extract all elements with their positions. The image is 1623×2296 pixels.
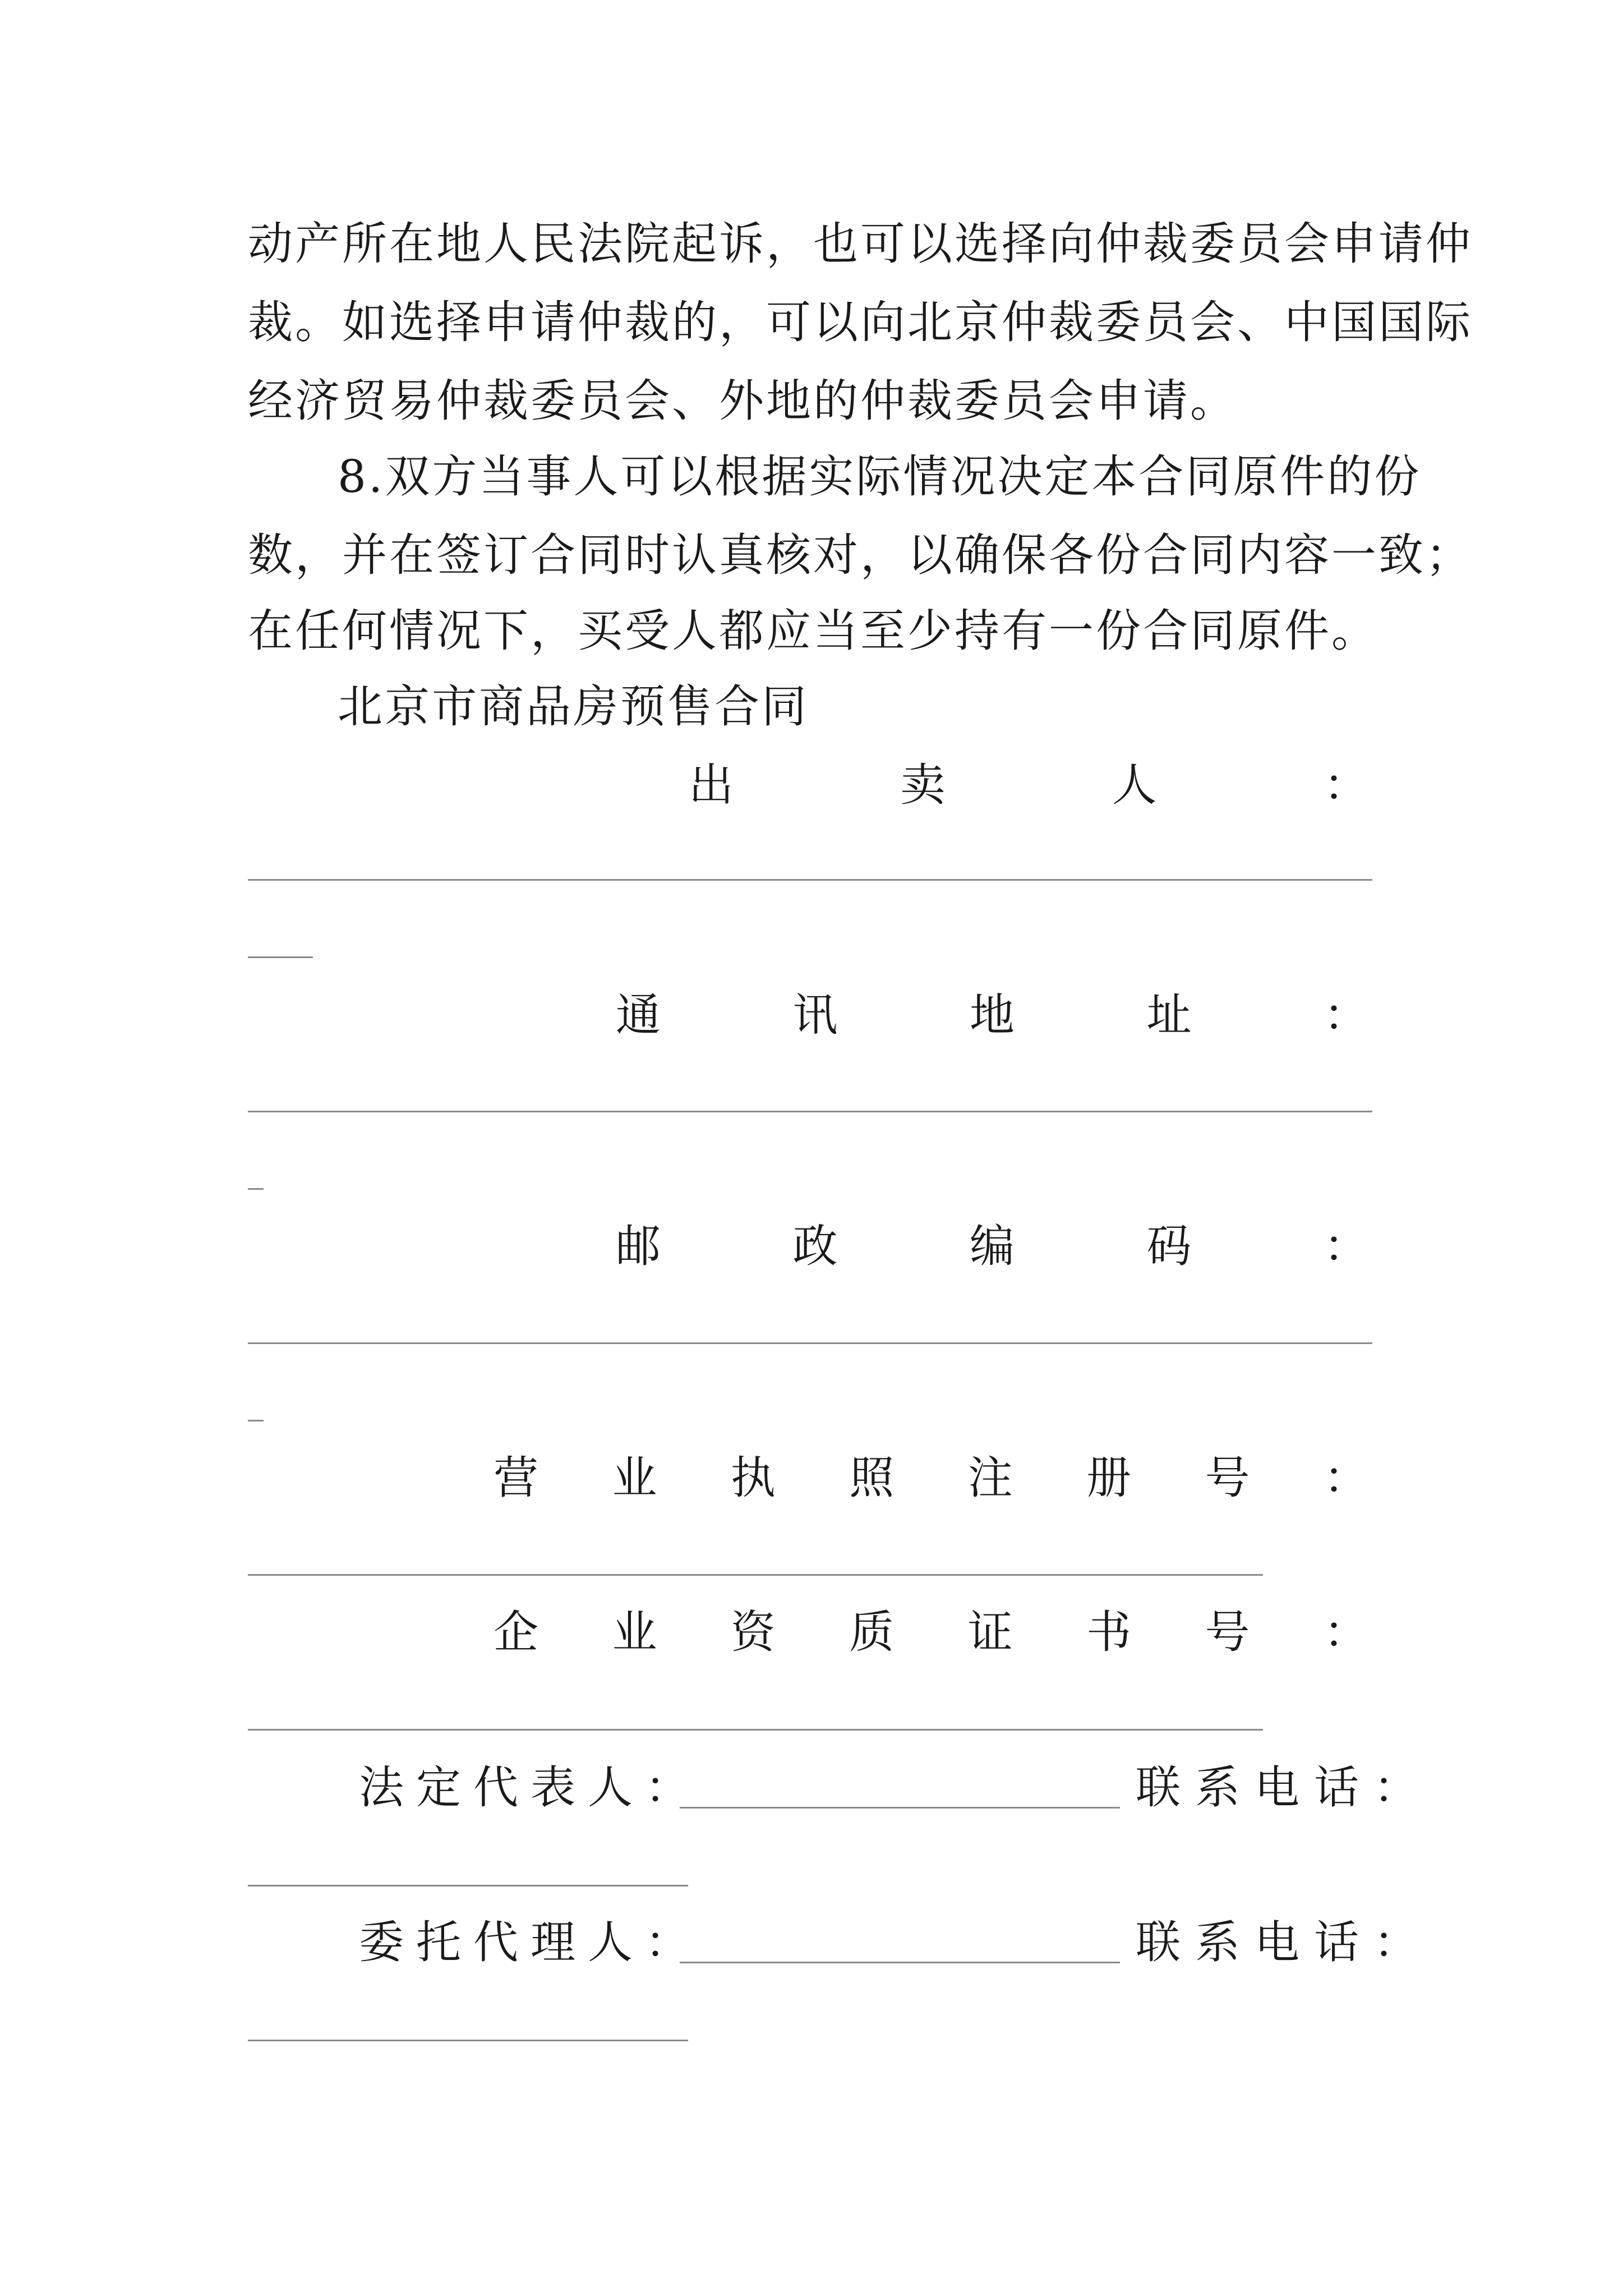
paragraph-line: 经济贸易仲裁委员会、外地的仲裁委员会申请。 xyxy=(248,375,1237,427)
agent-label: 委托代理人： xyxy=(359,1916,702,1968)
qualification-cert-fill-line xyxy=(248,1729,1263,1731)
legal-rep-phone-fill-line xyxy=(248,1885,688,1887)
paragraph-line: 8.双方当事人可以根据实际情况决定本合同原件的份 xyxy=(338,450,1422,503)
agent-phone-label: 联系电话： xyxy=(1136,1916,1433,1968)
legal-rep-label: 法定代表人： xyxy=(359,1761,702,1814)
qualification-cert-label: 企 业 资 质 证 书 号 ： xyxy=(494,1606,1368,1658)
agent-phone-fill-line xyxy=(248,2040,688,2041)
paragraph-line: 裁。如选择申请仲裁的，可以向北京仲裁委员会、中国国际 xyxy=(248,296,1473,348)
postal-code-label: 邮 政 编 码 ： xyxy=(616,1220,1368,1272)
seller-label: 出 卖 人 ： xyxy=(689,759,1368,811)
business-license-fill-line xyxy=(248,1574,1263,1576)
business-license-label: 营 业 执 照 注 册 号 ： xyxy=(494,1452,1368,1504)
address-fill-line xyxy=(248,1111,1372,1112)
paragraph-line: 在任何情况下，买受人都应当至少持有一份合同原件。 xyxy=(248,605,1378,657)
address-fill-line-continued xyxy=(248,1188,264,1190)
seller-fill-line-continued xyxy=(248,956,313,958)
legal-rep-phone-label: 联系电话： xyxy=(1136,1761,1433,1814)
paragraph-line: 数，并在签订合同时认真核对，以确保各份合同内容一致； xyxy=(248,529,1473,581)
agent-fill-line xyxy=(680,1962,1120,1963)
postal-code-fill-line-continued xyxy=(248,1420,264,1421)
contract-title: 北京市商品房预售合同 xyxy=(338,680,809,733)
seller-fill-line xyxy=(248,879,1372,881)
paragraph-line: 动产所在地人民法院起诉，也可以选择向仲裁委员会申请仲 xyxy=(248,218,1473,270)
postal-code-fill-line xyxy=(248,1342,1372,1344)
address-label: 通 讯 地 址 ： xyxy=(616,989,1368,1041)
legal-rep-fill-line xyxy=(680,1807,1120,1809)
